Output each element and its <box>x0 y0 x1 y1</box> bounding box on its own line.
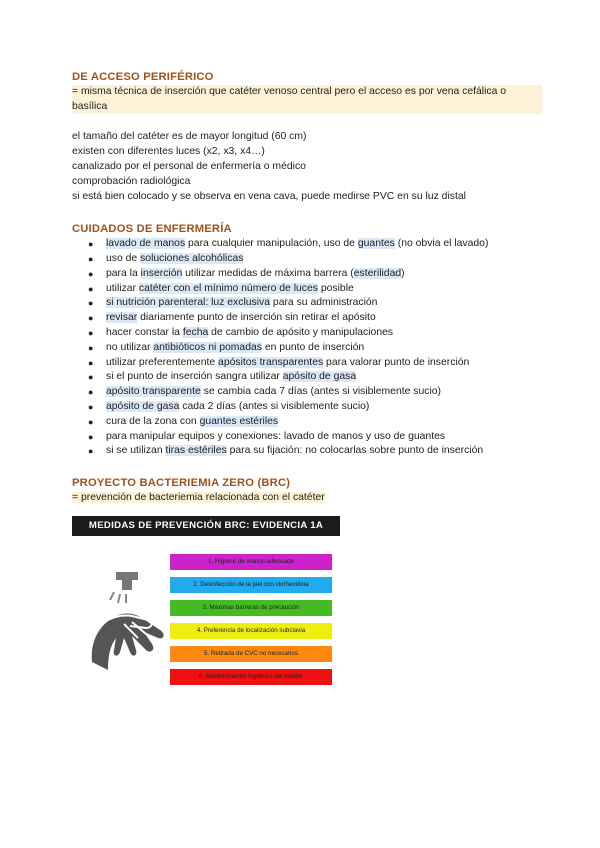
list-text: para su administración <box>270 297 378 309</box>
list-text: para la <box>106 267 141 279</box>
list-item <box>72 282 542 297</box>
list-item <box>72 385 542 400</box>
list-item <box>72 267 542 282</box>
detail-line: canalizado por el personal de enfermería o médico <box>72 160 306 172</box>
bullet-icon: ● <box>88 446 94 457</box>
list-text: cada 2 días (antes si visiblemente sucio) <box>179 400 370 412</box>
section-title-acceso-periferico: DE ACCESO PERIFÉRICO <box>72 71 214 83</box>
section-title-cuidados: CUIDADOS DE ENFERMERÍA <box>72 223 232 236</box>
bullet-icon: ● <box>88 357 94 368</box>
list-text: diariamente punto de inserción sin retirar el apósito <box>137 312 376 324</box>
highlighted-text: esterilidad <box>353 267 402 279</box>
list-text: cura de la zona con <box>106 415 200 427</box>
list-text: utilizar medidas de máxima barrera ( <box>182 267 354 279</box>
bullet-icon: ● <box>88 372 94 383</box>
highlighted-text: antibióticos ni pomadas <box>153 341 262 353</box>
detail-line: el tamaño del catéter es de mayor longitud (60 cm) <box>72 131 307 143</box>
bullet-icon: ● <box>88 253 94 264</box>
bullet-icon: ● <box>88 401 94 412</box>
bullet-icon: ● <box>88 268 94 279</box>
list-item <box>72 296 542 311</box>
highlighted-text: revisar <box>106 312 138 324</box>
list-text: para su fijación: no colocarlas sobre punto de inserción <box>226 445 484 457</box>
list-item <box>72 356 542 371</box>
cuidados-list <box>72 237 542 459</box>
list-text: ) <box>401 267 405 279</box>
list-text: no utilizar <box>106 341 154 353</box>
list-item <box>72 341 542 356</box>
definition-acceso-periferico: = misma técnica de inserción que catéter venoso central pero el acceso es por vena cefálica o basílica <box>72 85 542 115</box>
bullet-icon: ● <box>88 387 94 398</box>
highlighted-text: si nutrición parenteral: luz exclusiva <box>106 297 271 309</box>
highlighted-text: lavado de manos <box>106 238 186 250</box>
list-item <box>72 400 542 415</box>
list-item <box>72 252 542 267</box>
highlighted-text: apósitos transparentes <box>218 356 324 368</box>
list-text: para cualquier manipulación, uso de <box>185 238 358 250</box>
prevention-measure-5: 5. Retirada de CVC no necesarios <box>170 646 332 662</box>
highlighted-text: apósito de gasa <box>106 400 180 412</box>
prevention-measure-1: 1. Higiene de manos adecuada <box>170 554 332 570</box>
list-text: posible <box>317 282 354 294</box>
list-text: uso de <box>106 252 141 264</box>
section-title-bacteriemia-zero: PROYECTO BACTERIEMIA ZERO (BRC) <box>72 477 291 490</box>
bullet-icon: ● <box>88 327 94 338</box>
highlighted-text: inserción <box>140 267 183 279</box>
list-item <box>72 326 542 341</box>
bullet-icon: ● <box>88 431 94 442</box>
acceso-periferico-details <box>72 130 542 204</box>
highlighted-text: apósito de gasa <box>282 371 357 383</box>
detail-line: si está bien colocado y se observa en vena cava, puede medirse PVC en su luz distal <box>72 190 466 202</box>
list-text: si se utilizan <box>106 445 166 457</box>
list-text: (no obvia el lavado) <box>394 238 489 250</box>
highlighted-text: guantes <box>357 238 395 250</box>
list-text: si el punto de inserción sangra utilizar <box>106 371 283 383</box>
definition-bacteriemia-zero: = prevención de bacteriemia relacionada con el catéter <box>72 491 325 503</box>
highlighted-text: soluciones alcohólicas <box>140 252 244 264</box>
prevention-measure-3: 3. Máximas barreras de precaución <box>170 600 332 616</box>
list-item <box>72 237 542 252</box>
detail-line: existen con diferentes luces (x2, x3, x4…) <box>72 146 265 158</box>
list-text: en punto de inserción <box>261 341 365 353</box>
list-text: de cambio de apósito y manipulaciones <box>208 326 394 338</box>
bullet-icon: ● <box>88 342 94 353</box>
prevention-measure-2: 2. Desinfección de la piel con clorhexidina <box>170 577 332 593</box>
handwashing-icon <box>86 566 170 676</box>
prevention-measures <box>170 554 332 692</box>
prevention-measure-6: 6. Mantenimiento higiénico del catéter <box>170 669 332 685</box>
list-item <box>72 370 542 385</box>
list-item <box>72 311 542 326</box>
bullet-icon: ● <box>88 239 94 250</box>
list-text: hacer constar la <box>106 326 183 338</box>
list-text: se cambia cada 7 días (antes si visiblemente sucio) <box>200 386 441 398</box>
list-text: utilizar preferentemente <box>106 356 219 368</box>
bullet-icon: ● <box>88 416 94 427</box>
bullet-icon: ● <box>88 283 94 294</box>
prevention-figure <box>72 540 340 690</box>
highlighted-text: tiras estériles <box>165 445 227 457</box>
highlighted-text: guantes estériles <box>199 415 279 427</box>
highlighted-text: catéter con el mínimo número de luces <box>138 282 318 294</box>
bullet-icon: ● <box>88 298 94 309</box>
prevention-banner: MEDIDAS DE PREVENCIÓN BRC: EVIDENCIA 1A <box>72 516 340 536</box>
list-item <box>72 415 542 430</box>
bullet-icon: ● <box>88 313 94 324</box>
list-text: para valorar punto de inserción <box>323 356 470 368</box>
highlighted-text: apósito transparente <box>106 386 201 398</box>
prevention-measure-4: 4. Preferencia de localización subclavia <box>170 623 332 639</box>
document-page <box>72 70 542 690</box>
highlighted-text: fecha <box>182 326 209 338</box>
list-text: para manipular equipos y conexiones: lavado de manos y uso de guantes <box>106 430 446 442</box>
list-item <box>72 444 542 459</box>
detail-line: comprobación radiológica <box>72 175 191 187</box>
list-text: utilizar <box>106 282 139 294</box>
list-item <box>72 430 542 445</box>
